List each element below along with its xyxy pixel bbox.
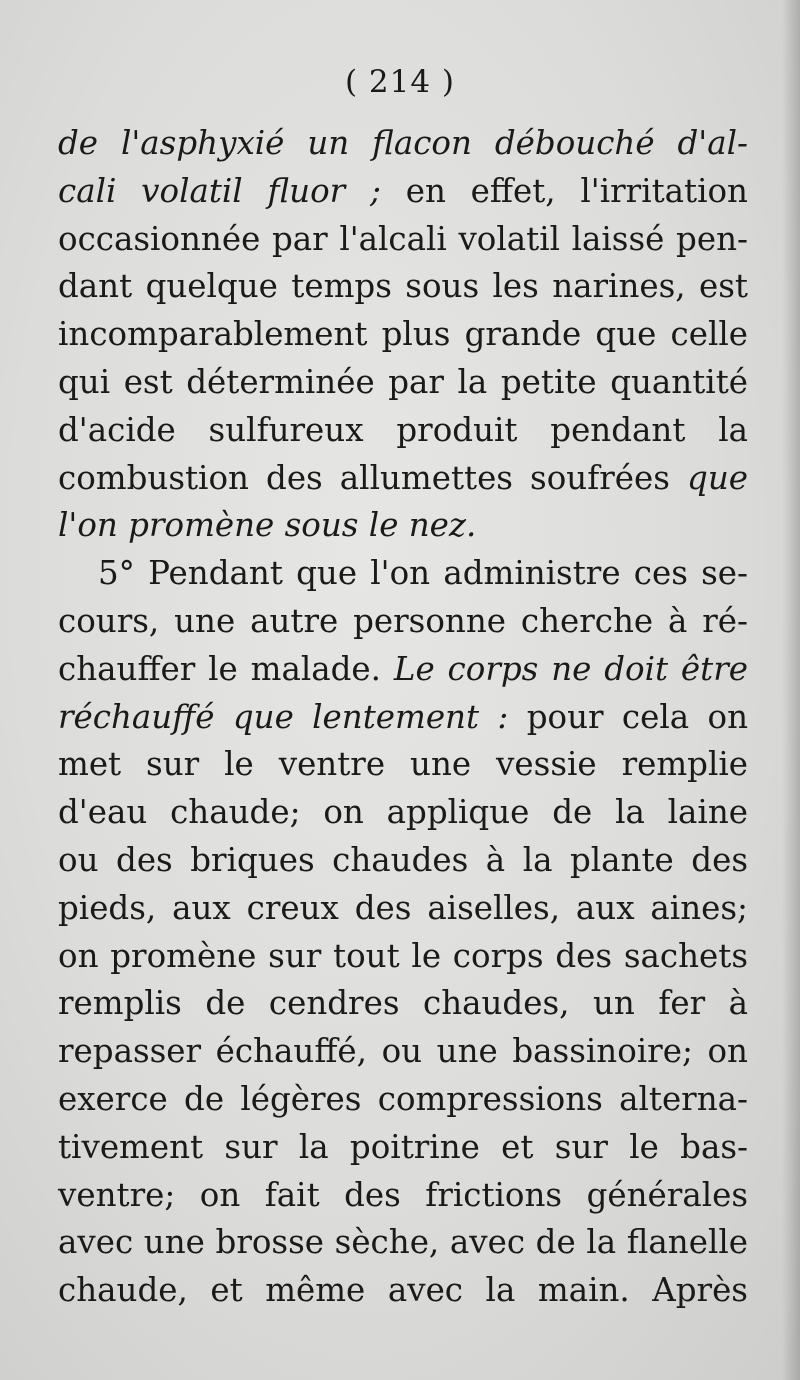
- italic-text: que: [687, 458, 748, 497]
- text-line: [58, 216, 748, 264]
- italic-text: cali volatil fluor ;: [58, 171, 381, 210]
- roman-text: ou des briques chaudes à la plante des: [58, 840, 748, 879]
- text-line: [58, 1219, 748, 1267]
- italic-text: Le corps ne doit être: [393, 649, 748, 688]
- text-line: [58, 455, 748, 503]
- roman-text: chauffer le malade.: [58, 649, 394, 688]
- text-line: [58, 263, 748, 311]
- text-line: [58, 550, 748, 598]
- text-line: [58, 359, 748, 407]
- page-number: ( 214 ): [344, 64, 456, 100]
- text-line: [58, 980, 748, 1028]
- text-line: [58, 120, 748, 168]
- roman-text: remplis de cendres chaudes, un fer à: [58, 984, 748, 1023]
- text-line: [58, 502, 748, 550]
- text-line: [58, 311, 748, 359]
- text-line: [58, 598, 748, 646]
- text-line: [58, 837, 748, 885]
- roman-text: met sur le ventre une vessie remplie: [58, 745, 748, 784]
- text-line: [58, 1267, 748, 1315]
- roman-text: en effet, l'irritation: [380, 171, 748, 210]
- text-line: [58, 1076, 748, 1124]
- text-line: [58, 1124, 748, 1172]
- roman-text: on promène sur tout le corps des sachets: [58, 936, 748, 975]
- text-line: [58, 168, 748, 216]
- italic-text: de l'asphyxié un flacon débouché d'al-: [58, 124, 748, 162]
- roman-text: pieds, aux creux des aiselles, aux aines;: [58, 888, 748, 927]
- text-line: [58, 933, 748, 981]
- roman-text: tivement sur la poitrine et sur le bas-: [58, 1127, 748, 1166]
- roman-text: 5° Pendant que l'on administre ces se-: [98, 554, 748, 593]
- roman-text: exerce de légères compressions alterna-: [58, 1079, 748, 1118]
- body-text: [58, 120, 748, 1315]
- text-line: [58, 1172, 748, 1220]
- text-line: [58, 694, 748, 742]
- text-line: [58, 741, 748, 789]
- roman-text: d'acide sulfureux produit pendant la: [58, 410, 748, 449]
- roman-text: ventre; on fait des frictions générales: [58, 1175, 748, 1214]
- roman-text: dant quelque temps sous les narines, est: [58, 267, 748, 306]
- roman-text: combustion des allumettes soufrées: [58, 458, 688, 497]
- roman-text: cours, une autre personne cherche à ré-: [58, 601, 748, 640]
- text-line: [58, 885, 748, 933]
- roman-text: avec une brosse sèche, avec de la flanelle: [58, 1223, 748, 1262]
- text-line: [58, 407, 748, 455]
- roman-text: incomparablement plus grande que celle: [58, 315, 748, 354]
- roman-text: pour cela on: [508, 697, 748, 736]
- roman-text: repasser échauffé, ou une bassinoire; on: [58, 1032, 748, 1071]
- roman-text: occasionnée par l'alcali volatil laissé pen-: [58, 219, 748, 258]
- page-edge-shadow: [782, 0, 800, 1380]
- italic-text: l'on promène sous le nez.: [58, 506, 477, 545]
- text-line: [58, 1028, 748, 1076]
- text-line: [58, 646, 748, 694]
- roman-text: qui est déterminée par la petite quantité: [58, 362, 748, 401]
- italic-text: réchauffé que lentement :: [58, 697, 509, 736]
- text-line: [58, 789, 748, 837]
- roman-text: d'eau chaude; on applique de la laine: [58, 793, 748, 832]
- roman-text: chaude, et même avec la main. Après: [58, 1271, 748, 1310]
